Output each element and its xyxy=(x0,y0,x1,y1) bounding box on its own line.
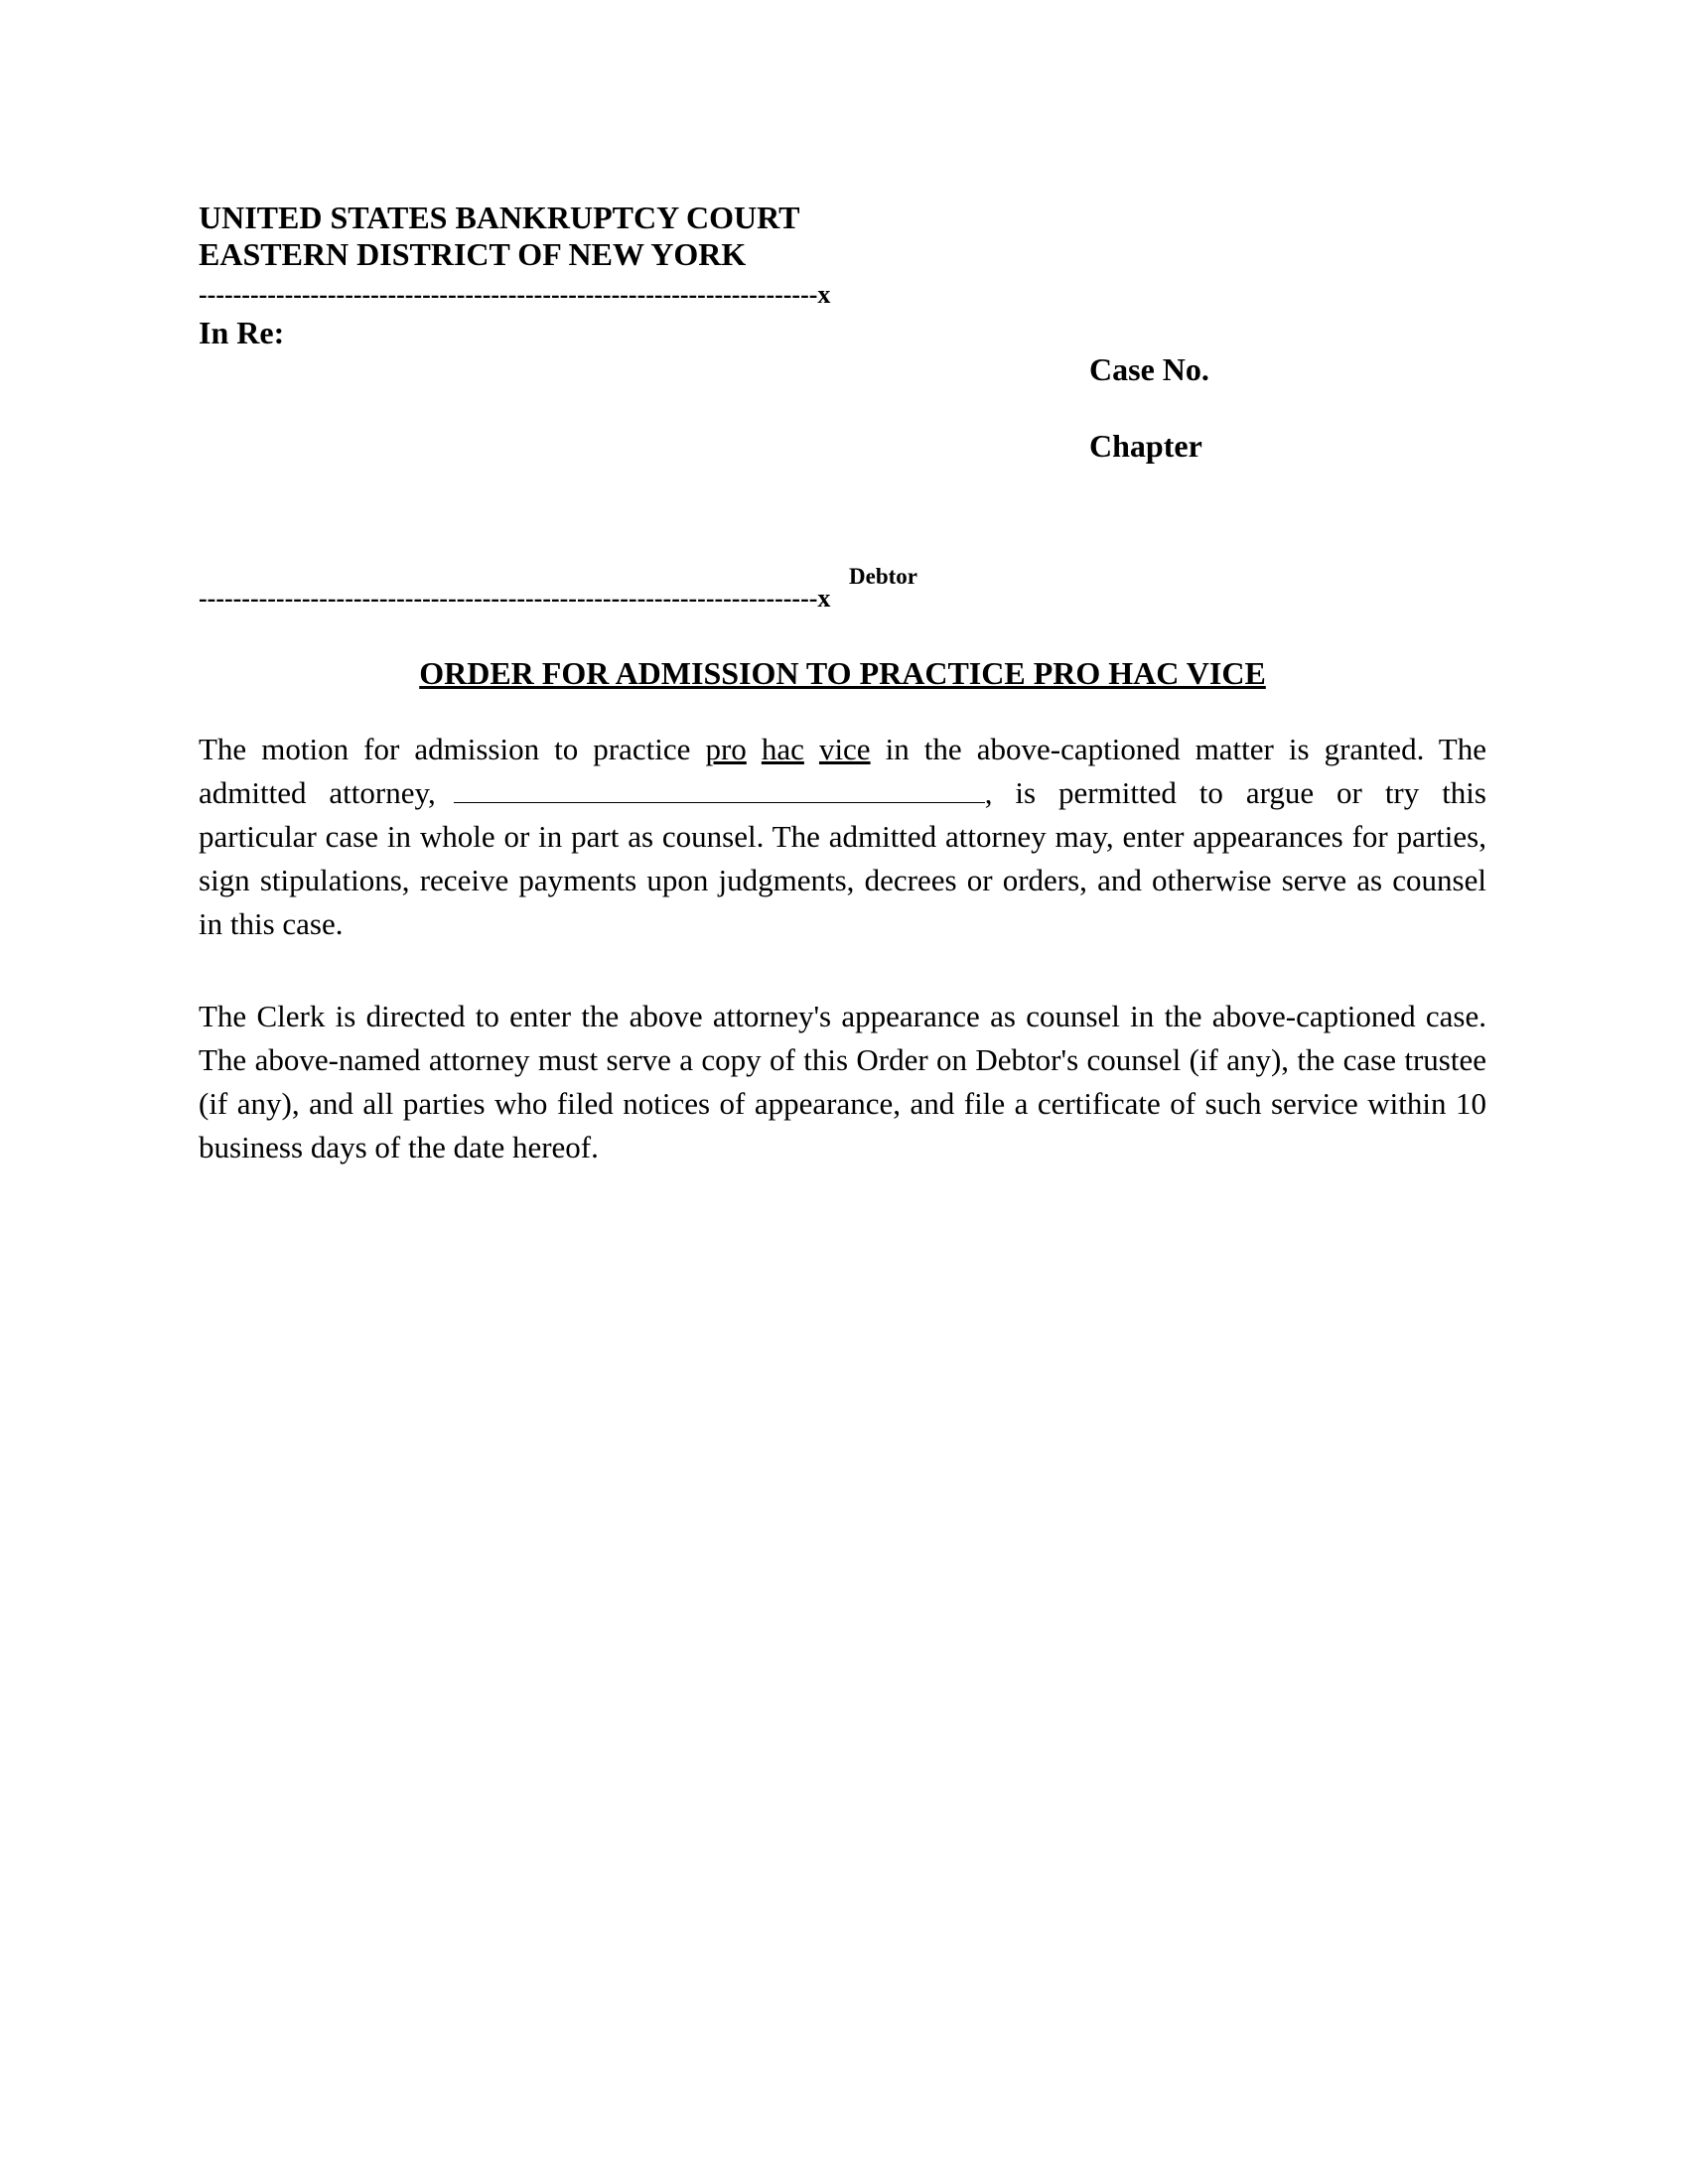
paragraph-text: in the above-captioned matter is granted. The admitted attorney, xyxy=(199,732,1487,810)
court-name: UNITED STATES BANKRUPTCY COURT xyxy=(199,200,800,235)
pro-word: pro xyxy=(705,732,747,766)
debtor-label: Debtor xyxy=(849,564,917,589)
case-number-label: Case No. xyxy=(1089,351,1209,387)
vice-word: vice xyxy=(818,732,871,766)
court-district: EASTERN DISTRICT OF NEW YORK xyxy=(199,236,747,272)
order-paragraph-clerk: The Clerk is directed to enter the above attorney's appearance as counsel in the above-captioned case. The above-named attorney must serve a copy of this Order on Debtor's counsel (if any), the case trustee (if any), and all parties who filed notices of appearance, and file a certificate of such service within 10 business days of the date hereof. xyxy=(199,999,1486,1164)
chapter-label: Chapter xyxy=(1089,428,1202,464)
caption-top-separator: ------------------------------------------------------------------------x xyxy=(199,280,831,309)
hac-word: hac xyxy=(761,732,804,766)
order-paragraph-granted xyxy=(199,728,1486,946)
order-title: ORDER FOR ADMISSION TO PRACTICE PRO HAC VICE xyxy=(419,655,1266,691)
paragraph-text: , is permitted to argue or try this particular case in whole or in part as counsel. The admitted attorney may, enter appearances for parties, sign stipulations, receive payments upon judgments, decrees or orders, and otherwise serve as counsel in this case. xyxy=(199,775,1486,941)
in-re-label: In Re: xyxy=(199,315,285,350)
caption-bottom-separator: ------------------------------------------------------------------------x xyxy=(199,584,831,613)
attorney-name-blank[interactable] xyxy=(454,772,985,803)
paragraph-text: The motion for admission to practice xyxy=(199,732,706,766)
